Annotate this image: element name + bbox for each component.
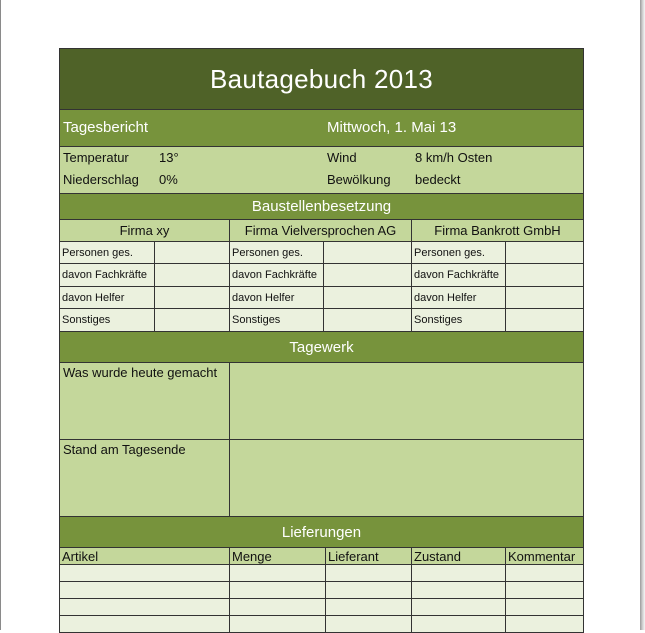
staff-label: davon Helfer xyxy=(230,287,324,309)
delivery-cell[interactable] xyxy=(412,582,506,599)
staff-label: davon Fachkräfte xyxy=(230,264,324,287)
staffing-heading: Baustellenbesetzung xyxy=(59,194,584,220)
report-label: Tagesbericht xyxy=(63,119,149,136)
report-date: Mittwoch, 1. Mai 13 xyxy=(327,119,457,136)
delivery-cell[interactable] xyxy=(230,582,326,599)
delivery-cell[interactable] xyxy=(326,616,412,633)
deliveries-heading: Lieferungen xyxy=(59,517,584,548)
work-done-label: Was wurde heute gemacht xyxy=(60,363,230,440)
staff-value-cell[interactable] xyxy=(506,264,583,287)
staff-row xyxy=(412,287,583,309)
staff-row xyxy=(230,264,412,287)
staff-value-cell[interactable] xyxy=(155,287,230,309)
staff-value-cell[interactable] xyxy=(506,309,583,331)
staff-label: Personen ges. xyxy=(412,242,506,264)
cloud-cover-value[interactable]: bedeckt xyxy=(415,172,461,187)
work-heading: Tagewerk xyxy=(59,332,584,363)
staff-row xyxy=(60,264,230,287)
delivery-cell[interactable] xyxy=(60,565,230,582)
deliveries-column-header: Zustand xyxy=(412,548,506,565)
staff-value-cell[interactable] xyxy=(506,287,583,309)
staff-label: Sonstiges xyxy=(412,309,506,331)
staff-row xyxy=(230,242,412,264)
staff-value-cell[interactable] xyxy=(155,309,230,331)
staff-value-cell[interactable] xyxy=(155,242,230,264)
temperature-value[interactable]: 13° xyxy=(159,150,179,165)
staff-label: davon Fachkräfte xyxy=(412,264,506,287)
staff-label: davon Fachkräfte xyxy=(60,264,155,287)
work-done-field[interactable] xyxy=(230,363,583,440)
staff-value-cell[interactable] xyxy=(324,287,412,309)
work-section xyxy=(59,363,584,517)
page-left-edge xyxy=(0,0,1,630)
delivery-cell[interactable] xyxy=(326,582,412,599)
delivery-cell[interactable] xyxy=(230,599,326,616)
staff-value-cell[interactable] xyxy=(155,264,230,287)
deliveries-table xyxy=(59,548,584,633)
delivery-cell[interactable] xyxy=(412,599,506,616)
deliveries-column-header: Kommentar xyxy=(506,548,583,565)
day-end-status-field[interactable] xyxy=(230,440,583,516)
staff-value-cell[interactable] xyxy=(324,264,412,287)
staff-value-cell[interactable] xyxy=(324,309,412,331)
wind-value[interactable]: 8 km/h Osten xyxy=(415,150,493,165)
staff-label: davon Helfer xyxy=(412,287,506,309)
precipitation-value[interactable]: 0% xyxy=(159,172,178,187)
staff-label: Sonstiges xyxy=(60,309,155,331)
staff-row xyxy=(412,264,583,287)
deliveries-column-header: Lieferant xyxy=(326,548,412,565)
staff-row xyxy=(60,242,230,264)
document-title: Bautagebuch 2013 xyxy=(59,48,584,110)
staff-value-cell[interactable] xyxy=(324,242,412,264)
delivery-cell[interactable] xyxy=(326,599,412,616)
temperature-label: Temperatur xyxy=(63,150,129,165)
staff-row xyxy=(412,242,583,264)
deliveries-column-header: Artikel xyxy=(60,548,230,565)
company-header: Firma xy xyxy=(60,220,230,242)
report-header xyxy=(59,110,584,147)
staff-label: Sonstiges xyxy=(230,309,324,331)
wind-label: Wind xyxy=(327,150,357,165)
staff-row xyxy=(60,309,230,331)
page-right-shadow xyxy=(640,0,645,630)
staff-row xyxy=(60,287,230,309)
staff-row xyxy=(230,287,412,309)
staff-label: davon Helfer xyxy=(60,287,155,309)
delivery-cell[interactable] xyxy=(412,616,506,633)
staff-row xyxy=(230,309,412,331)
company-header: Firma Vielversprochen AG xyxy=(230,220,412,242)
delivery-cell[interactable] xyxy=(60,582,230,599)
delivery-cell[interactable] xyxy=(506,565,583,582)
delivery-cell[interactable] xyxy=(506,582,583,599)
delivery-cell[interactable] xyxy=(326,565,412,582)
construction-diary-sheet xyxy=(59,48,584,633)
delivery-cell[interactable] xyxy=(230,616,326,633)
delivery-cell[interactable] xyxy=(506,599,583,616)
staff-value-cell[interactable] xyxy=(506,242,583,264)
delivery-cell[interactable] xyxy=(60,599,230,616)
staffing-table xyxy=(59,220,584,332)
staff-row xyxy=(412,309,583,331)
delivery-cell[interactable] xyxy=(60,616,230,633)
day-end-status-label: Stand am Tagesende xyxy=(60,440,230,516)
staff-label: Personen ges. xyxy=(230,242,324,264)
delivery-cell[interactable] xyxy=(506,616,583,633)
deliveries-column-header: Menge xyxy=(230,548,326,565)
delivery-cell[interactable] xyxy=(412,565,506,582)
cloud-cover-label: Bewölkung xyxy=(327,172,391,187)
weather-section xyxy=(59,147,584,194)
company-header: Firma Bankrott GmbH xyxy=(412,220,583,242)
precipitation-label: Niederschlag xyxy=(63,172,139,187)
staff-label: Personen ges. xyxy=(60,242,155,264)
delivery-cell[interactable] xyxy=(230,565,326,582)
